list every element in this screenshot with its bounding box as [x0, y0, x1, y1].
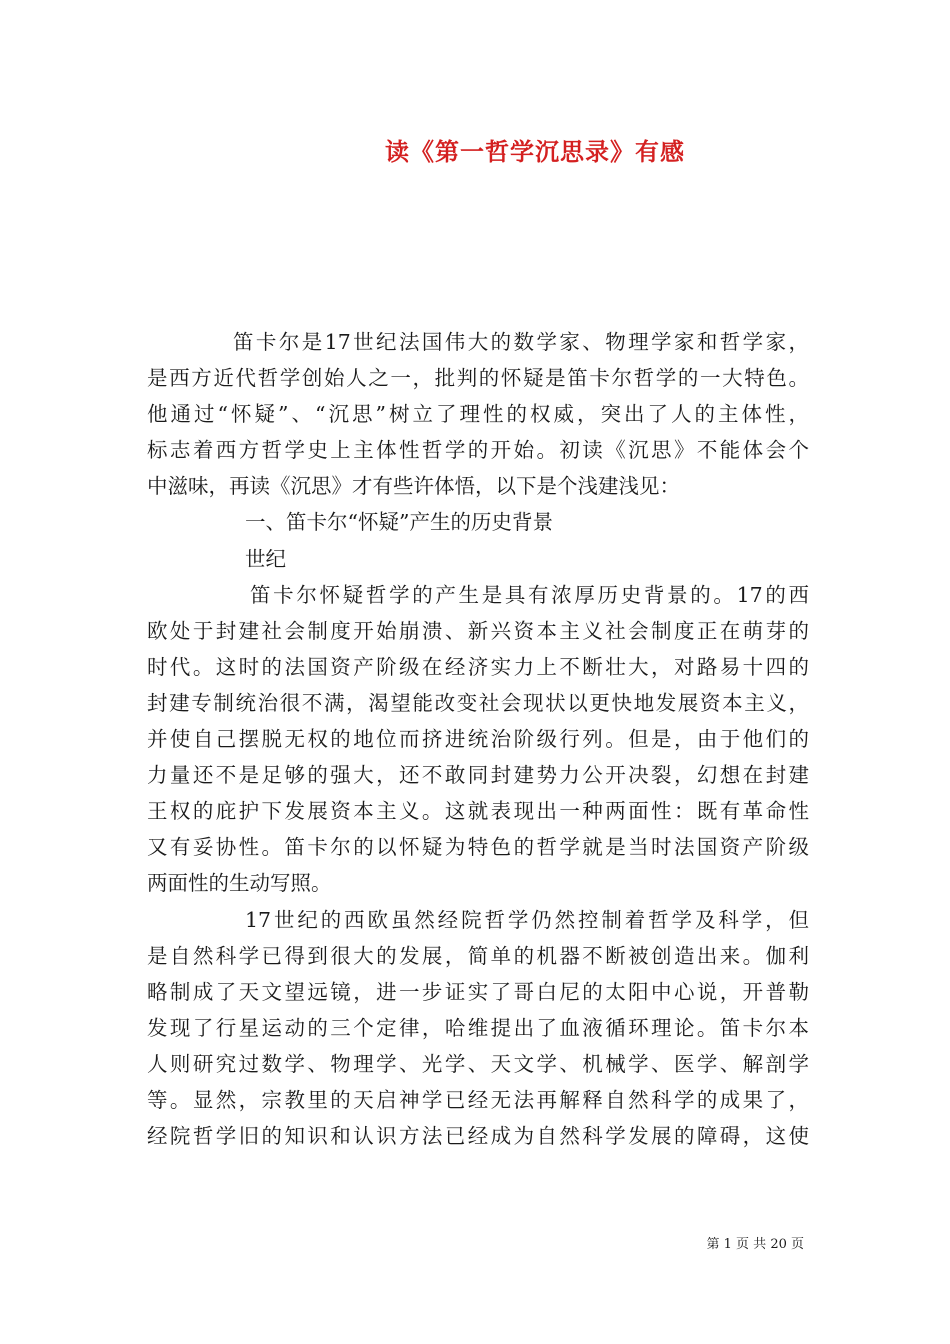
text-line: 王权的庇护下发展资本主义。这就表现出一种两面性：既有革命性 — [147, 799, 809, 824]
page-footer: 第 1 页 共 20 页 — [706, 1237, 804, 1252]
text-line: 一、笛卡尔“怀疑”产生的历史背景 — [245, 510, 553, 535]
text-line: 两面性的生动写照。 — [147, 871, 332, 896]
text-line: 世纪 — [245, 546, 286, 571]
text-line: 17世纪的西欧虽然经院哲学仍然控制着哲学及科学，但 — [245, 907, 809, 932]
text-line: 人则研究过数学、物理学、光学、天文学、机械学、医学、解剖学 — [147, 1051, 809, 1076]
text-line: 力量还不是足够的强大，还不敢同封建势力公开决裂，幻想在封建 — [147, 763, 809, 788]
text-line: 是西方近代哲学创始人之一，批判的怀疑是笛卡尔哲学的一大特色。 — [147, 366, 809, 391]
text-line: 是自然科学已得到很大的发展，简单的机器不断被创造出来。伽利 — [147, 943, 809, 968]
text-line: 封建专制统治很不满，渴望能改变社会现状以更快地发展资本主义， — [147, 690, 809, 715]
text-line: 时代。这时的法国资产阶级在经济实力上不断壮大，对路易十四的 — [147, 654, 809, 679]
text-line: 又有妥协性。笛卡尔的以怀疑为特色的哲学就是当时法国资产阶级 — [147, 835, 809, 860]
text-line: 并使自己摆脱无权的地位而挤进统治阶级行列。但是，由于他们的 — [147, 727, 809, 752]
text-line: 标志着西方哲学史上主体性哲学的开始。初读《沉思》不能体会个 — [147, 438, 809, 463]
text-line: 中滋味，再读《沉思》才有些许体悟，以下是个浅建浅见： — [147, 474, 680, 499]
text-line: 他通过“怀疑”、“沉思”树立了理性的权威，突出了人的主体性， — [147, 402, 809, 427]
document-title: 读《第一哲学沉思录》有感 — [385, 137, 685, 166]
text-line: 经院哲学旧的知识和认识方法已经成为自然科学发展的障碍，这使 — [147, 1124, 809, 1149]
text-line: 略制成了天文望远镜，进一步证实了哥白尼的太阳中心说，开普勒 — [147, 979, 809, 1004]
text-line: 发现了行星运动的三个定律，哈维提出了血液循环理论。笛卡尔本 — [147, 1015, 809, 1040]
text-line: 笛卡尔是17世纪法国伟大的数学家、物理学家和哲学家， — [233, 330, 809, 354]
text-line: 欧处于封建社会制度开始崩溃、新兴资本主义社会制度正在萌芽的 — [147, 618, 809, 643]
text-line: 等。显然，宗教里的天启神学已经无法再解释自然科学的成果了， — [147, 1087, 809, 1112]
text-line: 笛卡尔怀疑哲学的产生是具有浓厚历史背景的。17的西 — [250, 582, 809, 607]
document-body — [147, 324, 809, 1154]
